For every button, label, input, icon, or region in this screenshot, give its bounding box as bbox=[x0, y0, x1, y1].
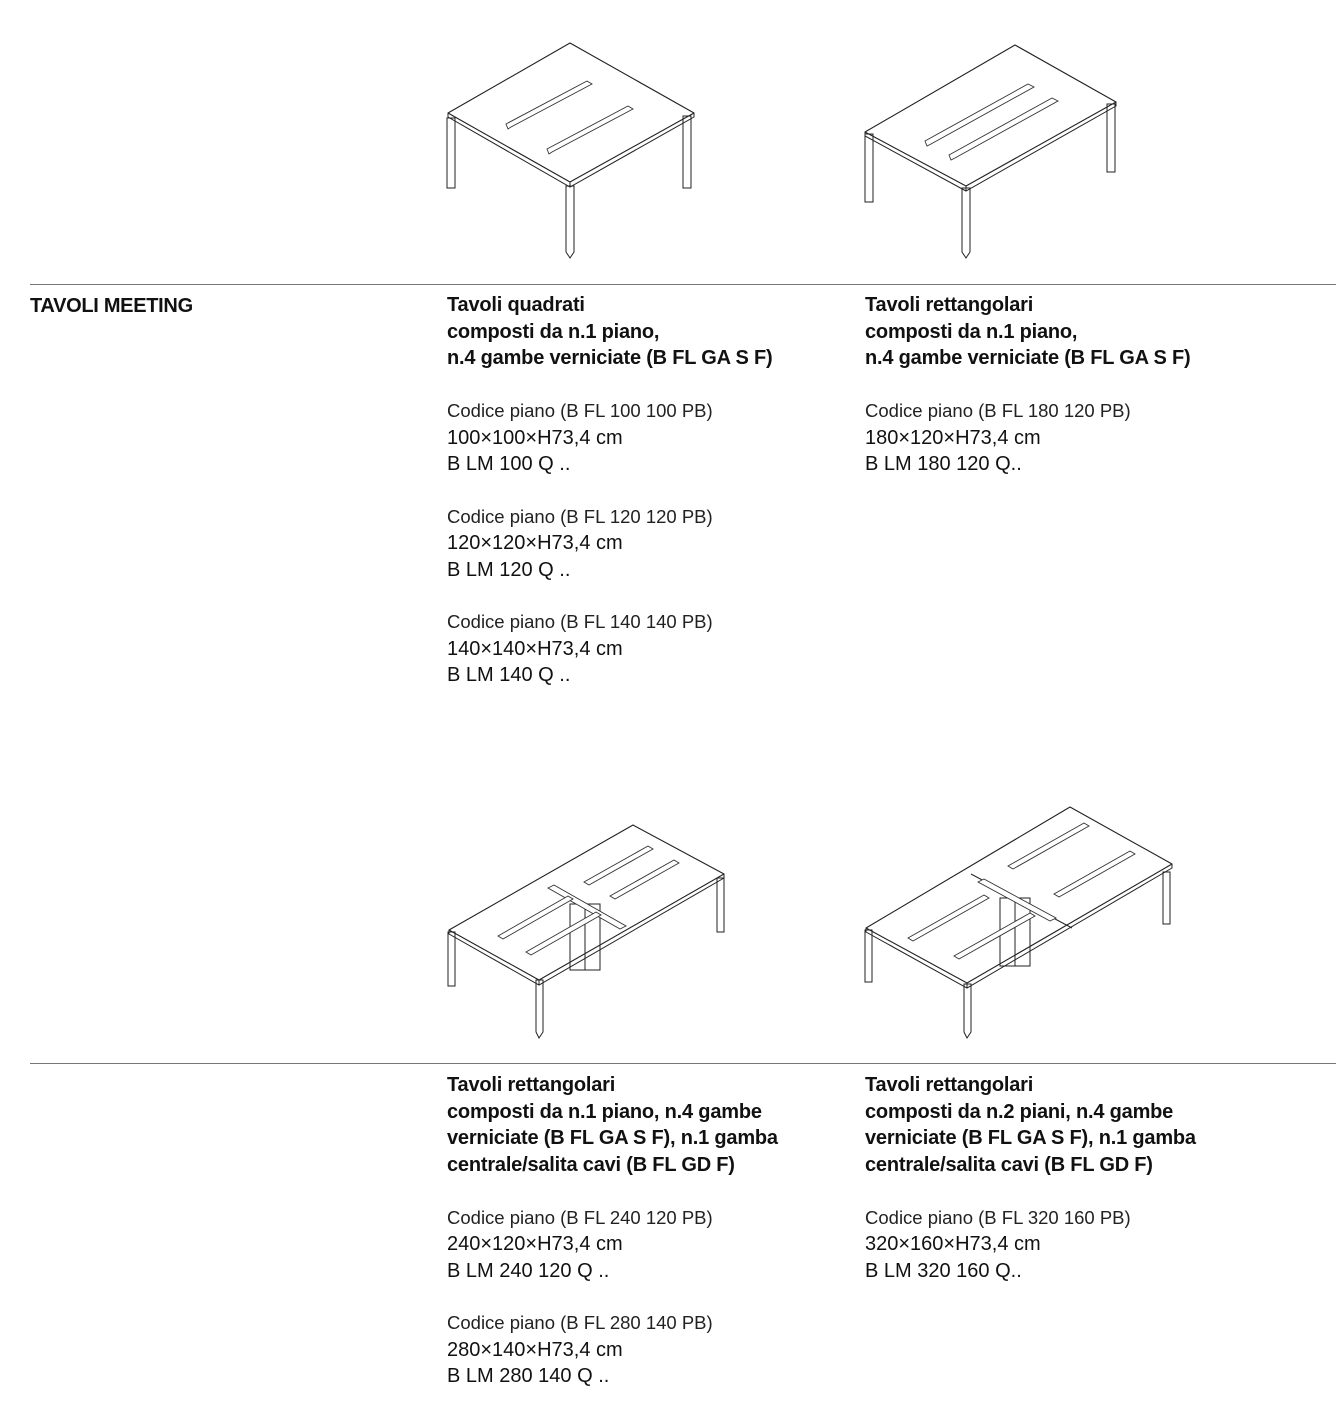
variant-size: 280×140×H73,4 cm bbox=[447, 1338, 623, 1361]
product-square-tables bbox=[447, 292, 847, 715]
variant-sku: B LM 180 120 Q.. bbox=[865, 453, 1022, 476]
variant-code: Codice piano (B FL 240 120 PB) bbox=[447, 1206, 713, 1228]
heading-line: composti da n.2 piani, n.4 gambe bbox=[865, 1100, 1174, 1123]
product-double-top-tables-central-leg bbox=[865, 1072, 1265, 1310]
product-heading bbox=[865, 292, 1265, 372]
variant-sku: B LM 320 160 Q.. bbox=[865, 1259, 1022, 1282]
variant-item bbox=[447, 1205, 847, 1285]
square-table-icon bbox=[440, 36, 700, 266]
variant-size: 100×100×H73,4 cm bbox=[447, 426, 623, 449]
variant-item bbox=[447, 504, 847, 584]
variant-size: 140×140×H73,4 cm bbox=[447, 637, 623, 660]
heading-line: n.4 gambe verniciate (B FL GA S F) bbox=[865, 347, 1191, 370]
variant-item bbox=[865, 398, 1265, 478]
product-rectangular-tables bbox=[865, 292, 1265, 504]
double-top-table-central-leg-icon bbox=[858, 800, 1188, 1040]
variant-sku: B LM 120 Q .. bbox=[447, 558, 571, 581]
variant-code: Codice piano (B FL 100 100 PB) bbox=[447, 400, 713, 422]
heading-line: Tavoli quadrati bbox=[447, 294, 585, 316]
variant-sku: B LM 100 Q .. bbox=[447, 453, 571, 476]
rectangular-table-central-leg-icon bbox=[440, 818, 740, 1048]
heading-line: composti da n.1 piano, n.4 gambe bbox=[447, 1100, 762, 1123]
variant-item bbox=[447, 398, 847, 478]
variant-sku: B LM 280 140 Q .. bbox=[447, 1365, 610, 1388]
heading-line: Tavoli rettangolari bbox=[865, 1074, 1034, 1096]
variant-sku: B LM 140 Q .. bbox=[447, 664, 571, 687]
variant-code: Codice piano (B FL 120 120 PB) bbox=[447, 505, 713, 527]
product-heading bbox=[447, 1072, 847, 1179]
heading-line: Tavoli rettangolari bbox=[865, 294, 1034, 316]
variant-code: Codice piano (B FL 320 160 PB) bbox=[865, 1206, 1131, 1228]
heading-line: centrale/salita cavi (B FL GD F) bbox=[447, 1154, 735, 1177]
variant-code: Codice piano (B FL 180 120 PB) bbox=[865, 400, 1131, 422]
variant-code: Codice piano (B FL 140 140 PB) bbox=[447, 611, 713, 633]
heading-line: verniciate (B FL GA S F), n.1 gamba bbox=[447, 1127, 778, 1150]
product-heading bbox=[865, 1072, 1265, 1179]
heading-line: composti da n.1 piano, bbox=[865, 320, 1078, 343]
variant-size: 320×160×H73,4 cm bbox=[865, 1233, 1041, 1256]
variant-size: 120×120×H73,4 cm bbox=[447, 532, 623, 555]
section-divider-top bbox=[30, 284, 1336, 285]
variant-item bbox=[447, 1310, 847, 1390]
section-divider-bottom bbox=[30, 1063, 1336, 1064]
variant-size: 180×120×H73,4 cm bbox=[865, 426, 1041, 449]
variant-item bbox=[865, 1205, 1265, 1285]
section-title: TAVOLI MEETING bbox=[30, 295, 193, 317]
variant-item bbox=[447, 609, 847, 689]
variant-size: 240×120×H73,4 cm bbox=[447, 1233, 623, 1256]
product-rectangular-tables-central-leg bbox=[447, 1072, 847, 1416]
variant-code: Codice piano (B FL 280 140 PB) bbox=[447, 1312, 713, 1334]
product-heading bbox=[447, 292, 847, 372]
heading-line: n.4 gambe verniciate (B FL GA S F) bbox=[447, 347, 773, 370]
variant-sku: B LM 240 120 Q .. bbox=[447, 1259, 610, 1282]
rectangular-table-icon bbox=[858, 38, 1128, 268]
heading-line: centrale/salita cavi (B FL GD F) bbox=[865, 1154, 1153, 1177]
heading-line: verniciate (B FL GA S F), n.1 gamba bbox=[865, 1127, 1196, 1150]
heading-line: composti da n.1 piano, bbox=[447, 320, 660, 343]
heading-line: Tavoli rettangolari bbox=[447, 1074, 616, 1096]
